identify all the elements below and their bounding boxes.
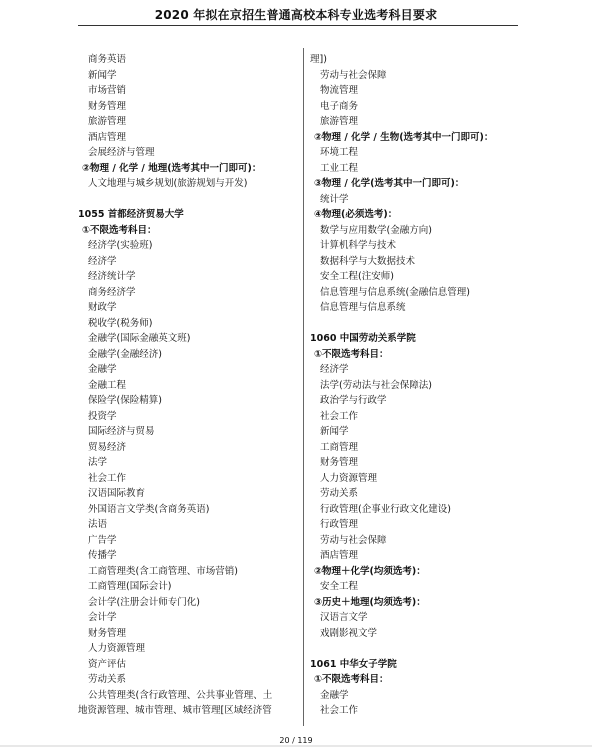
section-spacer: [310, 316, 520, 332]
major-item: 人力资源管理: [320, 472, 378, 484]
major-item: 贸易经济: [88, 441, 127, 453]
requirement-category: ④物理(必须选考)：: [314, 209, 398, 220]
major-item-continuation: 地资源管理、城市管理、城市管理[区域经济管: [78, 705, 272, 716]
major-item: 人文地理与城乡规划(旅游规划与开发): [88, 178, 248, 189]
major-item: 金融工程: [88, 379, 127, 391]
requirement-category: ②物理 / 化学 / 地理(选考其中一门即可)：: [82, 162, 262, 174]
major-item: 财务管理: [88, 100, 127, 112]
major-item: 新闻学: [88, 69, 117, 81]
major-item: 政治学与行政学: [320, 395, 387, 406]
major-item: 传播学: [88, 550, 117, 561]
major-item: 财务管理: [320, 457, 359, 468]
major-item: 市场营销: [88, 85, 127, 96]
major-item: 数学与应用数学(金融方向): [320, 224, 432, 236]
major-item-continuation: 理]): [310, 54, 327, 65]
section-spacer: [78, 192, 300, 208]
major-item: 投资学: [88, 410, 117, 422]
right-column: [310, 52, 520, 719]
major-item: 社会工作: [320, 410, 359, 422]
page-number: 20 / 119: [279, 736, 313, 745]
major-item: 资产评估: [88, 658, 127, 670]
major-item: 信息管理与信息系统: [320, 302, 406, 313]
major-item: 新闻学: [320, 426, 349, 437]
major-item: 外国语言文学类(含商务英语): [88, 503, 210, 515]
major-item: 会计学(注册会计师专门化): [88, 596, 200, 608]
major-item: 商务英语: [88, 54, 127, 65]
requirement-category: ①不限选考科目：: [314, 348, 389, 360]
major-item: 广告学: [88, 534, 117, 546]
major-item: 金融学: [88, 364, 117, 375]
requirement-category: ①不限选考科目：: [314, 674, 389, 685]
major-item: 国际经济与贸易: [88, 426, 155, 437]
left-column: [78, 52, 300, 719]
school-heading: 1060 中国劳动关系学院: [310, 333, 416, 344]
major-item: 工商管理(国际会计): [88, 581, 172, 592]
major-item: 行政管理: [320, 519, 359, 530]
column-divider: [303, 48, 304, 726]
major-item: 安全工程: [320, 581, 359, 592]
major-item: 公共管理类(含行政管理、公共事业管理、土: [88, 689, 273, 701]
major-item: 法学(劳动法与社会保障法): [320, 379, 432, 391]
major-item: 旅游管理: [320, 116, 359, 127]
major-item: 经济统计学: [88, 271, 136, 282]
major-item: 电子商务: [320, 100, 359, 112]
major-item: 财务管理: [88, 627, 127, 639]
major-item: 劳动关系: [320, 488, 359, 499]
major-item: 劳动关系: [88, 674, 127, 685]
major-item: 经济学(实验班): [88, 240, 153, 251]
major-item: 商务经济学: [88, 286, 136, 298]
major-item: 金融学(金融经济): [88, 348, 162, 360]
major-item: 工业工程: [320, 162, 359, 174]
major-item: 计算机科学与技术: [320, 240, 397, 251]
major-item: 汉语言文学: [320, 612, 368, 623]
major-item: 信息管理与信息系统(金融信息管理): [320, 286, 470, 298]
section-spacer: [310, 641, 520, 657]
major-item: 酒店管理: [320, 550, 359, 561]
major-item: 会展经济与管理: [88, 147, 155, 158]
major-item: 法语: [88, 519, 108, 530]
major-item: 保险学(保险精算): [88, 395, 162, 406]
page-bottom-edge: [0, 745, 592, 747]
major-item: 税收学(税务师): [88, 317, 153, 329]
major-item: 安全工程(注安师): [320, 271, 394, 282]
requirement-category: ①不限选考科目：: [82, 224, 157, 236]
major-item: 酒店管理: [88, 131, 127, 143]
major-item: 金融学: [320, 689, 349, 701]
requirement-category: ②物理 / 化学 / 生物(选考其中一门即可)：: [314, 131, 494, 143]
major-item: 劳动与社会保障: [320, 69, 387, 81]
major-item: 财政学: [88, 302, 117, 313]
header-divider: [78, 25, 518, 26]
major-item: 旅游管理: [88, 116, 127, 127]
requirement-category: ③历史＋地理(均须选考)：: [314, 596, 426, 608]
major-item: 法学: [88, 457, 108, 468]
major-item: 工商管理: [320, 441, 359, 453]
school-heading: 1061 中华女子学院: [310, 658, 397, 670]
requirement-category: ③物理 / 化学(选考其中一门即可)：: [314, 178, 465, 189]
major-item: 汉语国际教育: [88, 488, 146, 499]
major-item: 环境工程: [320, 147, 359, 158]
major-item: 社会工作: [320, 705, 359, 716]
major-item: 劳动与社会保障: [320, 534, 387, 546]
major-item: 金融学(国际金融英文班): [88, 333, 191, 344]
major-item: 物流管理: [320, 85, 359, 96]
major-item: 社会工作: [88, 472, 127, 484]
major-item: 人力资源管理: [88, 643, 146, 654]
major-item: 统计学: [320, 193, 349, 205]
major-item: 工商管理类(含工商管理、市场营销): [88, 565, 238, 577]
requirement-category: ②物理＋化学(均须选考)：: [314, 565, 426, 577]
major-item: 行政管理(企事业行政文化建设): [320, 503, 451, 515]
major-item: 经济学: [320, 364, 349, 375]
major-item: 会计学: [88, 612, 117, 623]
school-heading: 1055 首都经济贸易大学: [78, 209, 184, 220]
major-item: 经济学: [88, 255, 117, 267]
major-item: 数据科学与大数据技术: [320, 255, 416, 267]
page-title: 2020 年拟在京招生普通高校本科专业选考科目要求: [154, 8, 438, 22]
major-item: 戏剧影视文学: [320, 627, 378, 639]
